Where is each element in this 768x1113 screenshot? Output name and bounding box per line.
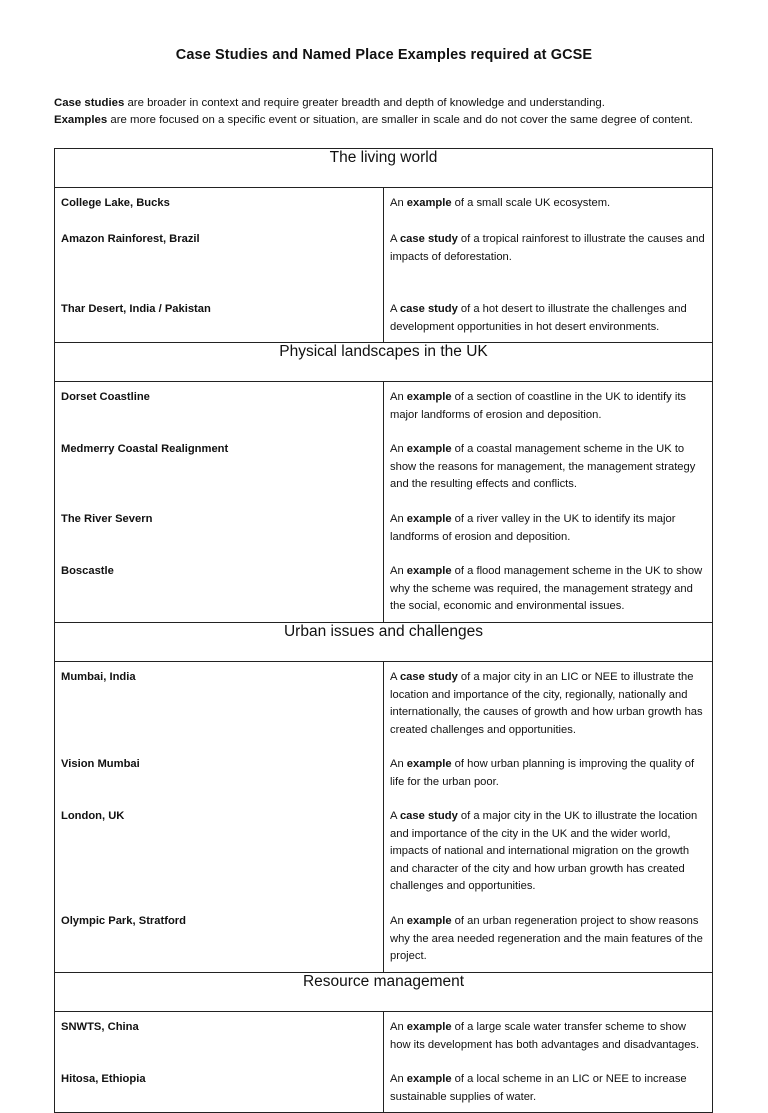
- place-description: [390, 389, 707, 424]
- intro-text: [54, 95, 734, 128]
- place-description: [390, 1071, 707, 1106]
- place-name: London, UK: [61, 810, 125, 822]
- description-lead: An: [390, 1021, 407, 1033]
- place-description: [390, 563, 707, 616]
- place-name: College Lake, Bucks: [61, 197, 170, 209]
- place-name: The River Severn: [61, 513, 153, 525]
- section-heading: Physical landscapes in the UK: [55, 343, 713, 382]
- place-name: Mumbai, India: [61, 671, 136, 683]
- place-column: [55, 188, 384, 343]
- study-type: case study: [399, 671, 458, 683]
- description-text: of an urban regeneration project to show reasons why the area needed regeneration and the main features of the project.: [390, 915, 703, 962]
- place-name: Medmerry Coastal Realignment: [61, 443, 229, 455]
- study-type: example: [406, 443, 452, 455]
- place-column: [55, 382, 384, 623]
- place-entry: [61, 389, 378, 441]
- description-entry: [390, 301, 707, 336]
- description-text: of a large scale water transfer scheme to show how its development has both advantages and disadvantages.: [390, 1021, 700, 1051]
- place-entry: [61, 1019, 378, 1071]
- description-entry: [390, 756, 707, 808]
- section-heading-row: [55, 623, 713, 662]
- description-entry: [390, 808, 707, 913]
- study-type: example: [406, 1073, 452, 1085]
- place-name: Olympic Park, Stratford: [61, 915, 186, 927]
- intro-term: Case studies: [54, 97, 125, 109]
- place-description: [390, 669, 707, 739]
- section-heading: Urban issues and challenges: [55, 623, 713, 662]
- section-heading: Resource management: [55, 973, 713, 1012]
- place-description: [390, 808, 707, 896]
- study-type: case study: [399, 810, 458, 822]
- description-entry: [390, 913, 707, 966]
- place-entry: [61, 756, 378, 808]
- description-lead: An: [390, 758, 407, 770]
- section-body-row: [55, 1012, 713, 1113]
- intro-case-studies: [54, 95, 734, 112]
- description-lead: An: [390, 513, 407, 525]
- description-lead: An: [390, 915, 407, 927]
- place-entry: [61, 913, 378, 966]
- description-text: of a section of coastline in the UK to identify its major landforms of erosion and deposition.: [390, 391, 687, 421]
- description-lead: An: [390, 391, 407, 403]
- place-entry: [61, 195, 378, 231]
- description-lead: A: [390, 810, 400, 822]
- description-entry: [390, 389, 707, 441]
- place-entry: [61, 1071, 378, 1106]
- description-entry: [390, 669, 707, 756]
- section-body-row: [55, 662, 713, 973]
- description-entry: [390, 1019, 707, 1071]
- study-type: example: [406, 391, 452, 403]
- place-entry: [61, 301, 378, 336]
- place-description: [390, 1019, 707, 1054]
- intro-examples: [54, 112, 734, 129]
- description-lead: A: [390, 303, 400, 315]
- section-heading-row: [55, 973, 713, 1012]
- place-description: [390, 301, 707, 336]
- place-entry: [61, 808, 378, 913]
- description-lead: An: [390, 1073, 407, 1085]
- place-entry: [61, 511, 378, 563]
- place-name: Hitosa, Ethiopia: [61, 1073, 146, 1085]
- study-type: example: [406, 1021, 452, 1033]
- description-lead: A: [390, 233, 400, 245]
- description-lead: An: [390, 565, 407, 577]
- study-type: example: [406, 197, 452, 209]
- description-text: of a small scale UK ecosystem.: [451, 197, 611, 209]
- description-column: [384, 382, 713, 623]
- description-text: of a tropical rainforest to illustrate the causes and impacts of deforestation.: [390, 233, 705, 263]
- place-description: [390, 231, 707, 266]
- case-study-table: [54, 148, 713, 1113]
- place-name: Boscastle: [61, 565, 114, 577]
- description-text: of how urban planning is improving the quality of life for the urban poor.: [390, 758, 695, 788]
- description-entry: [390, 231, 707, 301]
- description-entry: [390, 563, 707, 616]
- place-name: Amazon Rainforest, Brazil: [61, 233, 200, 245]
- section-heading-row: [55, 149, 713, 188]
- section-body-row: [55, 382, 713, 623]
- place-column: [55, 662, 384, 973]
- place-column: [55, 1012, 384, 1113]
- place-description: [390, 441, 707, 494]
- study-type: example: [406, 758, 452, 770]
- description-text: of a local scheme in an LIC or NEE to increase sustainable supplies of water.: [390, 1073, 687, 1103]
- place-name: Dorset Coastline: [61, 391, 150, 403]
- description-lead: An: [390, 443, 407, 455]
- study-type: example: [406, 915, 452, 927]
- section-body-row: [55, 188, 713, 343]
- description-column: [384, 662, 713, 973]
- description-entry: [390, 511, 707, 563]
- intro-definition: are more focused on a specific event or situation, are smaller in scale and do not cover the same degree of content.: [107, 113, 693, 126]
- place-name: Vision Mumbai: [61, 758, 140, 770]
- intro-term: Examples: [54, 113, 108, 126]
- study-type: case study: [399, 303, 458, 315]
- place-entry: [61, 441, 378, 511]
- description-entry: [390, 195, 707, 231]
- description-text: of a coastal management scheme in the UK to show the reasons for management, the management strategy and the resulting effects and conflicts.: [390, 443, 696, 490]
- description-column: [384, 188, 713, 343]
- study-type: example: [406, 513, 452, 525]
- description-lead: A: [390, 671, 400, 683]
- description-entry: [390, 1071, 707, 1106]
- description-text: of a hot desert to illustrate the challenges and development opportunities in hot desert environments.: [390, 303, 687, 333]
- study-type: example: [406, 565, 452, 577]
- section-heading-row: [55, 343, 713, 382]
- description-entry: [390, 441, 707, 511]
- description-column: [384, 1012, 713, 1113]
- intro-definition: are broader in context and require greater breadth and depth of knowledge and understanding.: [124, 97, 605, 109]
- place-entry: [61, 563, 378, 616]
- place-description: [390, 195, 707, 213]
- description-text: of a river valley in the UK to identify its major landforms of erosion and deposition.: [390, 513, 676, 543]
- section-heading: The living world: [55, 149, 713, 188]
- place-entry: [61, 231, 378, 301]
- place-description: [390, 511, 707, 546]
- description-text: of a major city in the UK to illustrate the location and importance of the city in the UK and the wider world, impacts of national and international migration on the growth and character of the city and how urban growth has created challenges and opportunities.: [390, 810, 698, 892]
- place-description: [390, 913, 707, 966]
- document-title: Case Studies and Named Place Examples required at GCSE: [175, 47, 593, 63]
- place-name: Thar Desert, India / Pakistan: [61, 303, 211, 315]
- place-description: [390, 756, 707, 791]
- description-lead: An: [390, 197, 407, 209]
- place-entry: [61, 669, 378, 756]
- description-text: of a flood management scheme in the UK to show why the scheme was required, the management strategy and the social, economic and environmental issues.: [390, 565, 703, 612]
- description-text: of a major city in an LIC or NEE to illustrate the location and importance of the city, regionally, nationally and internationally, the causes of growth and how urban growth has created challenges and opportunities.: [390, 671, 703, 736]
- study-type: case study: [399, 233, 458, 245]
- place-name: SNWTS, China: [61, 1021, 139, 1033]
